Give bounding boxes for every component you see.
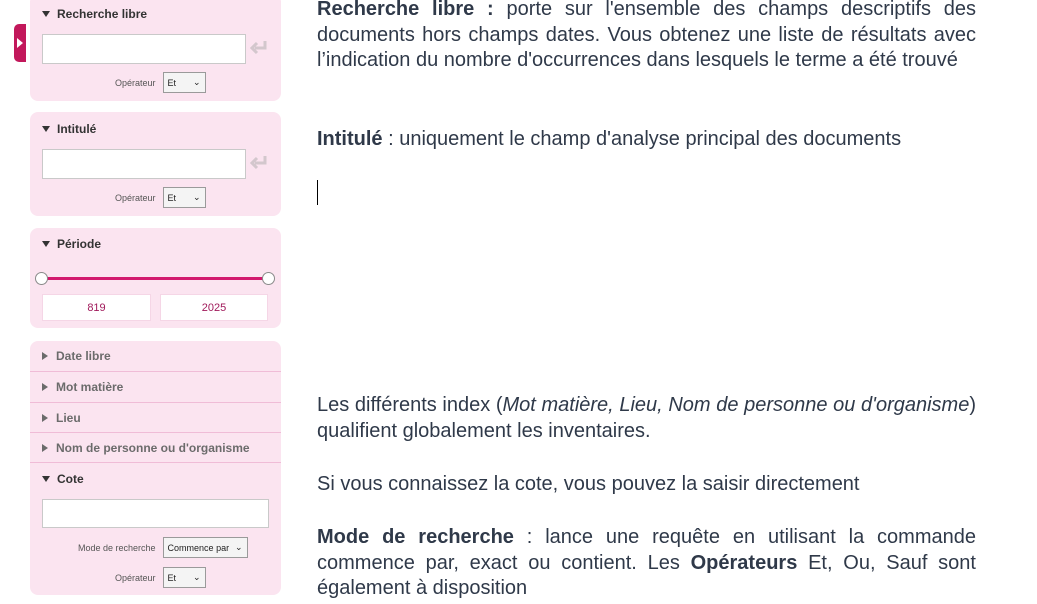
operator-value: Et bbox=[167, 192, 177, 203]
help-text: ) qualifient globalement les inventaires. bbox=[317, 394, 976, 442]
mode-select[interactable] bbox=[163, 537, 248, 558]
help-text: Si vous connaissez la cote, vous pouvez la saisir directement bbox=[317, 473, 860, 495]
intitule-input[interactable] bbox=[42, 149, 246, 179]
section-title: Mot matière bbox=[56, 380, 124, 394]
section-title: Lieu bbox=[56, 411, 81, 425]
period-slider-start-handle[interactable] bbox=[35, 272, 48, 285]
chevron-down-icon: ⌄ bbox=[192, 192, 201, 202]
mode-value: Commence par bbox=[167, 542, 230, 553]
help-mode-recherche bbox=[317, 525, 976, 602]
chevron-down-icon: ⌄ bbox=[192, 572, 201, 582]
period-start-year[interactable]: 819 bbox=[42, 294, 151, 321]
panel-periode bbox=[30, 228, 281, 328]
operator-select[interactable] bbox=[163, 567, 206, 588]
operator-label: Opérateur bbox=[115, 77, 156, 88]
triangle-right-icon bbox=[42, 383, 48, 391]
help-text: : lance une requête en utilisant la commande commence par, exact ou contient. Les bbox=[317, 526, 976, 574]
operator-row bbox=[115, 567, 206, 588]
operator-value: Et bbox=[167, 77, 177, 88]
operator-label: Opérateur bbox=[115, 572, 156, 583]
help-index-names: Mot matière, Lieu, Nom de personne ou d'organisme bbox=[502, 394, 970, 416]
operator-value: Et bbox=[167, 572, 177, 583]
triangle-down-icon bbox=[42, 126, 50, 132]
panel-recherche-libre bbox=[30, 0, 281, 101]
triangle-down-icon bbox=[42, 241, 50, 247]
triangle-right-icon bbox=[42, 414, 48, 422]
help-term: Opérateurs bbox=[690, 551, 798, 574]
section-title: Cote bbox=[57, 472, 84, 486]
section-toggle-nom-personne[interactable] bbox=[42, 441, 250, 455]
section-toggle-date-libre[interactable] bbox=[42, 349, 111, 363]
sidebar-toggle-tab[interactable] bbox=[14, 24, 26, 62]
period-end-year[interactable]: 2025 bbox=[160, 294, 268, 321]
section-toggle-periode[interactable] bbox=[42, 237, 101, 251]
divider bbox=[30, 371, 281, 372]
triangle-right-icon bbox=[42, 444, 48, 452]
cote-input[interactable] bbox=[42, 499, 269, 528]
section-title: Période bbox=[57, 237, 102, 251]
section-toggle-recherche-libre[interactable] bbox=[42, 7, 147, 21]
period-slider-end-handle[interactable] bbox=[262, 272, 275, 285]
section-title: Recherche libre bbox=[57, 7, 148, 21]
mode-row bbox=[78, 537, 248, 558]
triangle-down-icon bbox=[42, 476, 50, 482]
divider bbox=[30, 432, 281, 433]
chevron-right-icon bbox=[17, 38, 23, 48]
period-slider-track[interactable] bbox=[42, 277, 269, 280]
section-toggle-intitule[interactable] bbox=[42, 122, 96, 136]
triangle-down-icon bbox=[42, 11, 50, 17]
return-arrow-icon[interactable] bbox=[249, 153, 269, 173]
help-text: porte sur l'ensemble des champs descriptifs des documents hors champs dates. Vous obtenez une liste de résultats avec l’indication du nombre d'occurrences dans lesquels le terme a été trouvé bbox=[317, 0, 976, 72]
operator-select[interactable] bbox=[163, 187, 206, 208]
chevron-down-icon: ⌄ bbox=[235, 542, 243, 552]
panel-intitule bbox=[30, 112, 281, 216]
operator-select[interactable] bbox=[163, 72, 206, 93]
divider bbox=[30, 462, 281, 463]
help-text: : uniquement le champ d'analyse principal des documents bbox=[382, 128, 902, 150]
return-arrow-icon[interactable] bbox=[249, 38, 269, 58]
text-caret bbox=[317, 180, 318, 205]
operator-row bbox=[115, 72, 206, 93]
section-title: Intitulé bbox=[57, 122, 97, 136]
panel-index bbox=[30, 341, 281, 595]
mode-label: Mode de recherche bbox=[78, 542, 156, 553]
help-term: Intitulé bbox=[317, 128, 383, 150]
section-title: Nom de personne ou d'organisme bbox=[56, 441, 250, 455]
help-recherche-libre bbox=[317, 0, 976, 74]
help-text: Et, Ou, Sauf sont également à disposition bbox=[317, 551, 976, 600]
help-text: Les différents index ( bbox=[317, 394, 503, 416]
divider bbox=[30, 402, 281, 403]
section-toggle-lieu[interactable] bbox=[42, 411, 81, 425]
triangle-right-icon bbox=[42, 352, 48, 360]
operator-row bbox=[115, 187, 206, 208]
recherche-libre-input[interactable] bbox=[42, 34, 246, 64]
chevron-down-icon: ⌄ bbox=[192, 77, 201, 87]
section-toggle-cote[interactable] bbox=[42, 472, 84, 486]
help-index bbox=[317, 393, 976, 444]
section-toggle-mot-matiere[interactable] bbox=[42, 380, 123, 394]
help-term: Recherche libre : bbox=[317, 0, 494, 20]
help-term: Mode de recherche bbox=[317, 526, 514, 548]
section-title: Date libre bbox=[56, 349, 111, 363]
operator-label: Opérateur bbox=[115, 192, 156, 203]
help-intitule bbox=[317, 127, 976, 153]
help-cote bbox=[317, 472, 976, 498]
